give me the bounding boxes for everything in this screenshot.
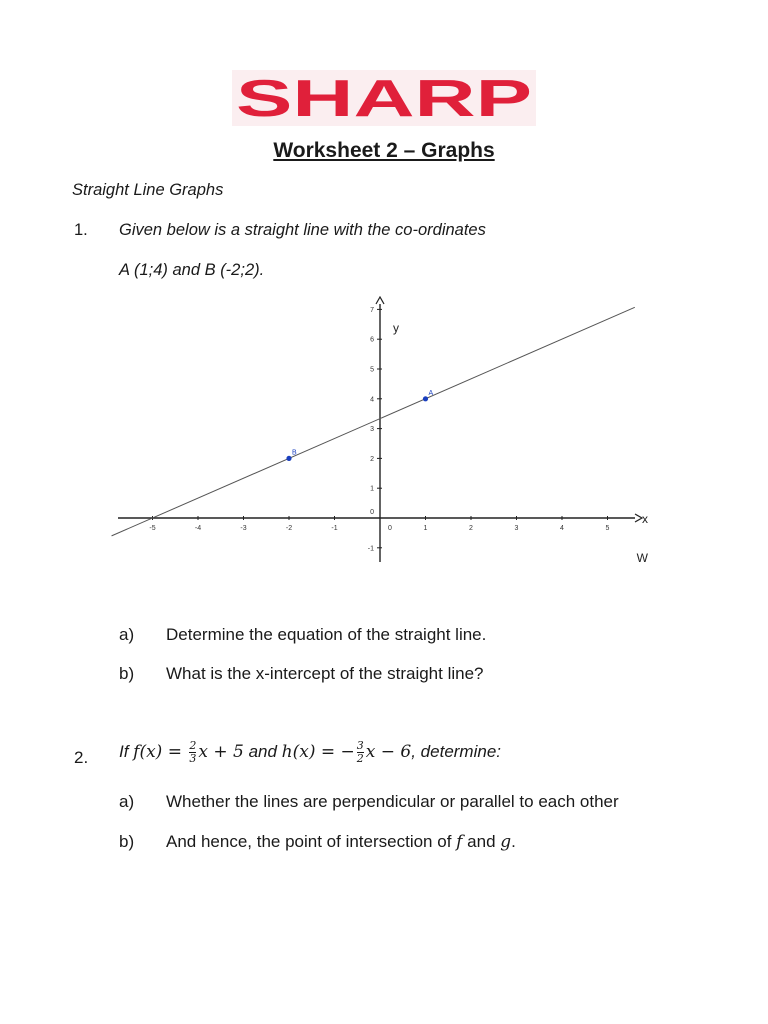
y-tick-label: 0	[370, 509, 374, 516]
y-axis-label: y	[393, 321, 399, 335]
q2-f-rest: x + 5	[198, 741, 244, 762]
q2-f-lhs: f(x) =	[133, 741, 188, 762]
q1-part-b-text: What is the x-intercept of the straight line?	[166, 664, 484, 683]
q2-h-fraction	[357, 740, 364, 765]
point-label-b: B	[292, 449, 297, 457]
y-axis-arrow	[376, 297, 384, 304]
q2-part-b-text	[166, 832, 516, 852]
q2-determine: , determine:	[411, 741, 501, 761]
q2-part-b-f: f	[456, 832, 463, 852]
y-tick-label: 5	[370, 366, 374, 374]
q1-part-a-text: Determine the equation of the straight line.	[166, 625, 487, 644]
y-tick-label: 1	[370, 485, 374, 493]
q2-f-frac-den: 3	[189, 752, 197, 765]
x-tick-label: -2	[285, 525, 293, 532]
y-tick-label: -1	[367, 545, 374, 553]
y-tick-label: 4	[370, 396, 374, 404]
q2-f-fraction	[189, 740, 196, 765]
x-tick-label: 5	[605, 525, 610, 532]
q2-part-b-g: g	[500, 832, 512, 852]
q2-part-b-letter: b)	[119, 832, 135, 851]
question-2-text	[119, 740, 501, 765]
q2-h-frac-num: 3	[356, 739, 364, 752]
x-axis-arrow	[635, 514, 642, 522]
q2-if-word: If	[119, 741, 134, 761]
q2-h-lhs: h(x) = −	[281, 741, 355, 762]
q1-part-a-letter: a)	[119, 625, 135, 644]
q2-f-frac-num: 2	[189, 739, 197, 752]
x-tick-label: 3	[514, 525, 519, 532]
x-tick-label: -5	[149, 525, 156, 532]
q1-part-b-letter: b)	[119, 664, 135, 683]
point-b	[286, 456, 291, 461]
q2-part-b-post: .	[511, 832, 516, 851]
x-tick-label: -3	[240, 525, 247, 532]
q2-part-a-text: Whether the lines are perpendicular or parallel to each other	[166, 792, 619, 811]
graph-svg	[110, 296, 650, 572]
y-tick-label: 6	[370, 336, 374, 344]
question-2-number: 2.	[74, 748, 89, 767]
q2-part-b-mid: and	[462, 832, 501, 851]
question-1-text: Given below is a straight line with the co-ordinates	[119, 221, 486, 239]
x-axis-label: x	[642, 512, 648, 526]
section-subtitle: Straight Line Graphs	[72, 181, 224, 199]
q2-h-rest: x − 6	[365, 741, 412, 762]
x-tick-label: 0	[388, 525, 392, 532]
point-a	[423, 396, 428, 401]
q2-part-b-pre: And hence, the point of intersection of	[166, 832, 457, 851]
sharp-logo-text: SHARP	[236, 70, 532, 126]
y-tick-label: 7	[370, 306, 374, 314]
sharp-logo	[232, 70, 536, 126]
worksheet-title: Worksheet 2 – Graphs	[273, 139, 495, 162]
y-tick-label: 2	[370, 455, 374, 463]
question-1-coordinates: A (1;4) and B (-2;2).	[119, 261, 265, 279]
x-tick-label: -1	[331, 525, 338, 532]
point-label-a: A	[428, 389, 434, 397]
extra-label-w: W	[636, 551, 648, 565]
x-tick-label: 1	[423, 525, 428, 532]
x-tick-label: -4	[194, 525, 202, 532]
x-tick-label: 4	[560, 525, 564, 532]
y-tick-label: 3	[370, 426, 374, 434]
q2-and-word: and	[243, 741, 282, 761]
q2-h-frac-den: 2	[356, 752, 364, 765]
question-1-number: 1.	[74, 221, 88, 239]
x-tick-label: 2	[469, 525, 473, 532]
straight-line-graph	[110, 296, 650, 572]
q2-part-a-letter: a)	[119, 792, 135, 811]
